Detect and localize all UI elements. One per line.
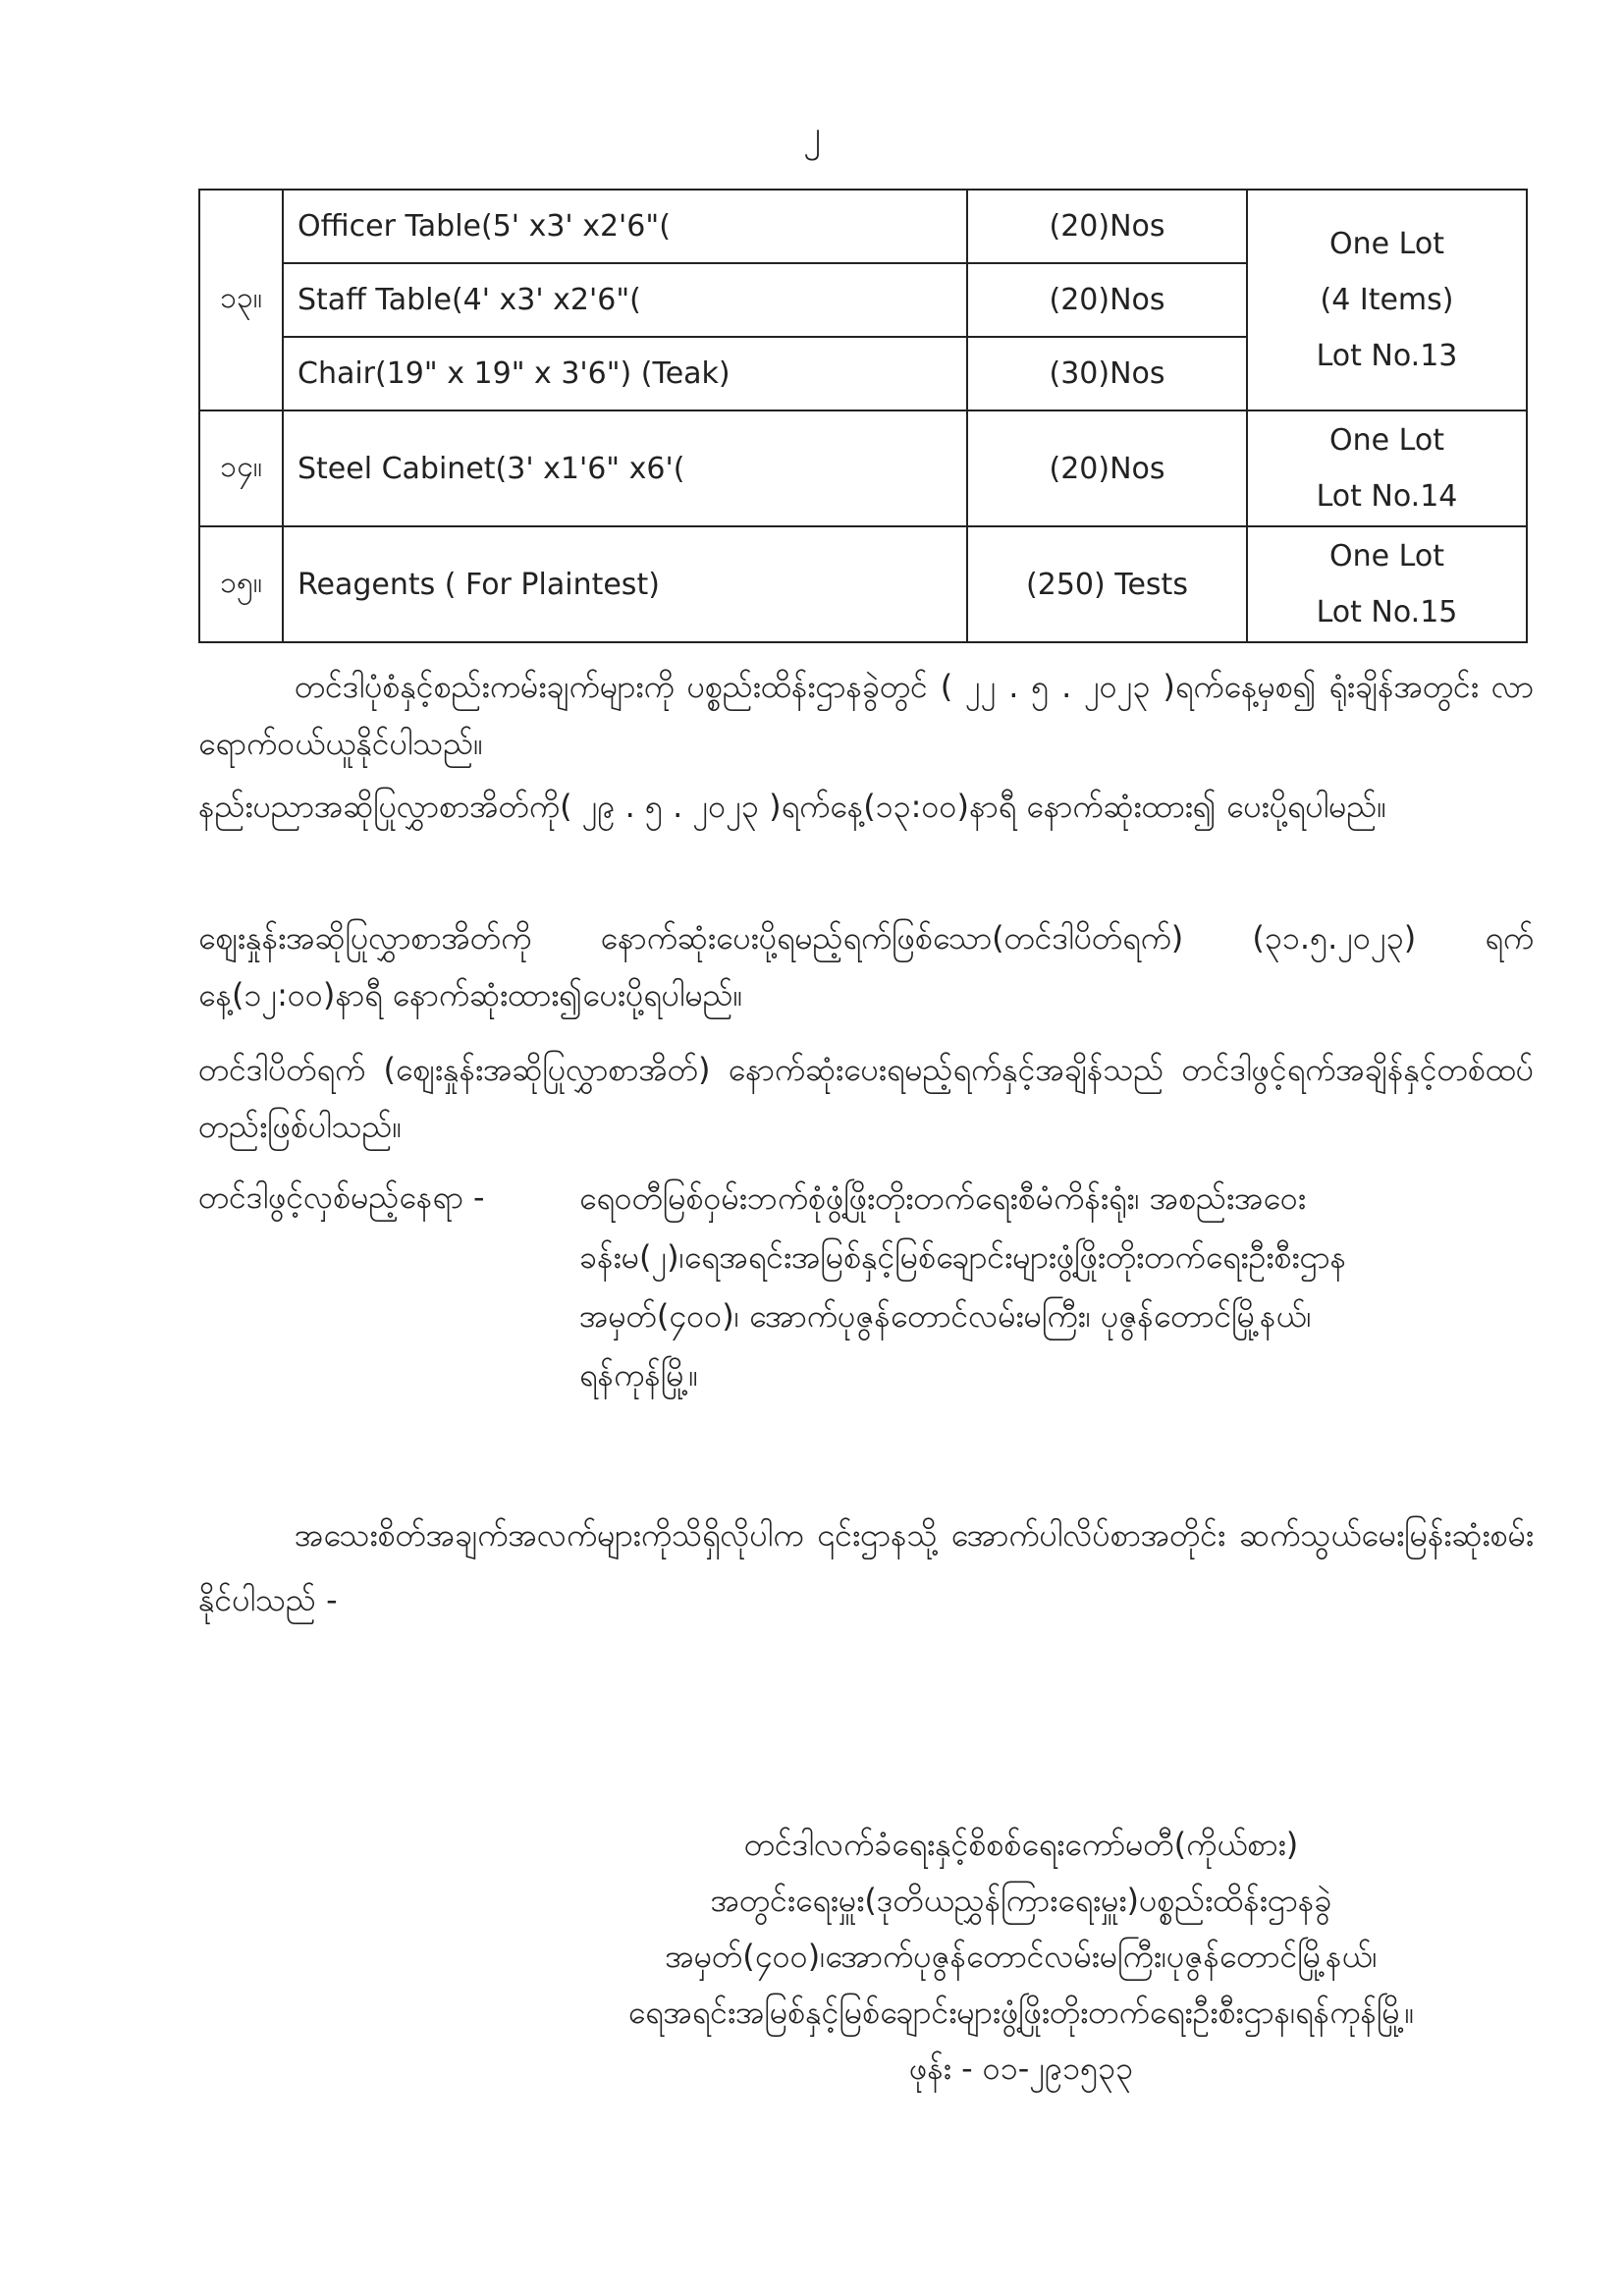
venue-address [579,1169,1542,1404]
signature-line: ရေအရင်းအမြစ်နှင့်မြစ်ချောင်းများဖွံ့ဖြိုးတိုးတက်ရေးဦးစီးဌာန၊ရန်ကုန်မြို့။ [627,1994,1415,2031]
table-row [199,410,1527,526]
lot-cell [1247,410,1527,526]
lot-line: Lot No.15 [1316,595,1458,629]
phone-number: ဖုန်း - ၀၁-၂၉၁၅၃၃ [908,2050,1134,2087]
signature-line: အမှတ်(၄၀၀)၊အောက်ပုဇွန်တောင်လမ်းမကြီး၊ပုဇွန်တောင်မြို့နယ်၊ [665,1938,1378,1975]
item-number: ၁၃။ [199,190,283,410]
item-quantity: (250) Tests [967,526,1247,642]
paragraph-price-proposal: ဈေးနှုန်းအဆိုပြုလွှာစာအိတ်ကို နောက်ဆုံးပေးပို့ရမည့်ရက်ဖြစ်သော(တင်ဒါပိတ်ရက်) (၃၁.၅.၂၀၂၃) ရက်နေ့(၁၂:၀၀)နာရီ နောက်ဆုံးထား၍ပေးပို့ရပါမည်။ [198,919,1534,1013]
item-quantity: (20)Nos [967,410,1247,526]
table-row [199,190,1527,263]
item-quantity: (20)Nos [967,190,1247,263]
paragraph-contact: အသေးစိတ်အချက်အလက်များကိုသိရှိလိုပါက ၎င်းဌာနသို့ အောက်ပါလိပ်စာအတိုင်း ဆက်သွယ်မေးမြန်းဆုံးစမ်းနိုင်ပါသည် - [198,1516,1534,1618]
venue-line: ရေဝတီမြစ်ဝှမ်းဘက်စုံဖွံ့ဖြိုးတိုးတက်ရေးစီမံကိန်းရုံး၊ အစည်းအဝေး [579,1179,1307,1217]
item-quantity: (20)Nos [967,263,1247,337]
paragraph-technical-proposal: နည်းပညာအဆိုပြုလွှာစာအိတ်ကို( ၂၉ . ၅ . ၂၀၂၃ )ရက်နေ့(၁၃:၀၀)နာရီ နောက်ဆုံးထား၍ ပေးပို့ရပါမည်။ [198,788,1387,825]
signature-block [471,1817,1571,2097]
lot-line: (4 Items) [1320,283,1454,317]
lot-line: Lot No.13 [1316,339,1458,373]
item-description: Staff Table(4' x3' x2'6"( [283,263,967,337]
item-description: Steel Cabinet(3' x1'6" x6'( [283,410,967,526]
item-number: ၁၅။ [199,526,283,642]
paragraph-sale: တင်ဒါပုံစံနှင့်စည်းကမ်းချက်များကို ပစ္စည်းထိန်းဌာနခွဲတွင် ( ၂၂ . ၅ . ၂၀၂၃ )ရက်နေ့မှစ၍ ရုံးချိန်အတွင်း လာရောက်ဝယ်ယူနိုင်ပါသည်။ [198,668,1534,762]
lot-cell [1247,526,1527,642]
items-table [198,189,1528,643]
table-row [199,526,1527,642]
page-number: ၂ [803,114,821,154]
item-number: ၁၄။ [199,410,283,526]
signature-line: အတွင်းရေးမှူး(ဒုတိယညွှန်ကြားရေးမှူး)ပစ္စည်းထိန်းဌာနခွဲ [710,1882,1332,1919]
venue-line: ရန်ကုန်မြို့။ [579,1356,699,1394]
lot-line: One Lot [1329,227,1444,261]
item-description: Reagents ( For Plaintest) [283,526,967,642]
venue-line: ခန်းမ(၂)၊ရေအရင်းအမြစ်နှင့်မြစ်ချောင်းများဖွံ့ဖြိုးတိုးတက်ရေးဦးစီးဌာန [579,1238,1347,1276]
signature-line: တင်ဒါလက်ခံရေးနှင့်စိစစ်ရေးကော်မတီ(ကိုယ်စား) [743,1826,1299,1863]
item-description: Officer Table(5' x3' x2'6"( [283,190,967,263]
lot-line: Lot No.14 [1316,479,1458,514]
venue-line: အမှတ်(၄၀၀)၊ အောက်ပုဇွန်တောင်လမ်းမကြီး၊ ပုဇွန်တောင်မြို့နယ်၊ [579,1297,1312,1335]
paragraph-opening-time: တင်ဒါပိတ်ရက် (ဈေးနှုန်းအဆိုပြုလွှာစာအိတ်) နောက်ဆုံးပေးရမည့်ရက်နှင့်အချိန်သည် တင်ဒါဖွင့်ရက်အချိန်နှင့်တစ်ထပ်တည်းဖြစ်ပါသည်။ [198,1051,1534,1145]
lot-line: One Lot [1329,539,1444,574]
item-description: Chair(19" x 19" x 3'6") (Teak) [283,337,967,410]
item-quantity: (30)Nos [967,337,1247,410]
lot-cell [1247,190,1527,410]
venue-label: တင်ဒါဖွင့်လှစ်မည့်နေရာ - [198,1178,485,1216]
lot-line: One Lot [1329,423,1444,458]
